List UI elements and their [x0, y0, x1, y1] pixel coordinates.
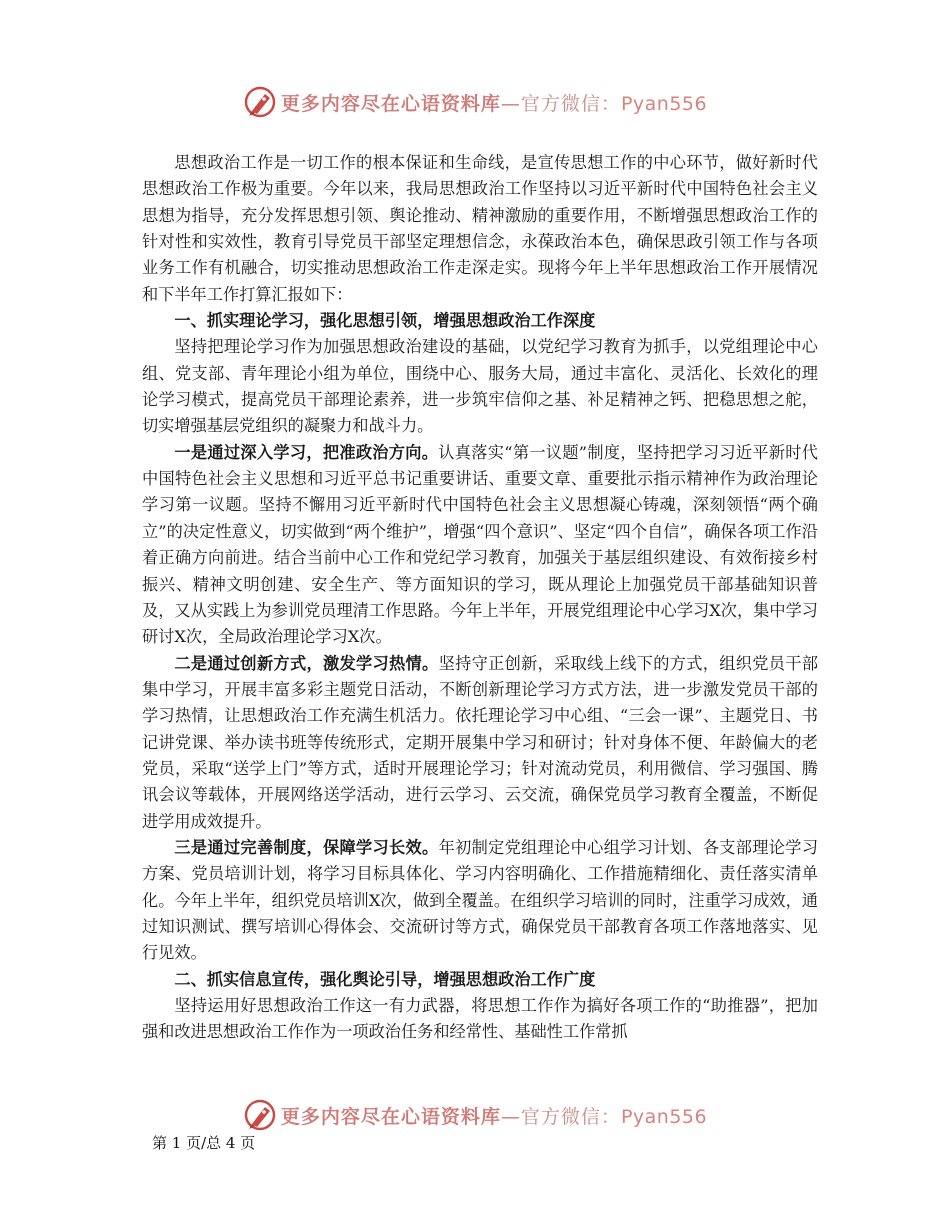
body-paragraph: 一是通过深入学习，把准政治方向。认真落实“第一议题”制度，坚持把学习习近平新时代中国特色社会主义思想和习近平总书记重要讲话、重要文章、重要批示指示精神作为政治理论学习第一议题。坚持不懈用习近平新时代中国特色社会主义思想凝心铸魂，深刻领悟“两个确立”的决定性意义，切实做到“两个维护”，增强“四个意识”、坚定“四个自信”，确保各项工作沿着正确方向前进。结合当前中心工作和党纪学习教育，加强关于基层组织建设、有效衔接乡村振兴、精神文明创建、安全生产、等方面知识的学习，既从理论上加强党员干部基础知识普及，又从实践上为参训党员理清工作思路。今年上半年，开展党组理论中心学习X次，集中学习研讨X次，全局政治理论学习X次。 — [142, 442, 818, 647]
pen-nib-logo-icon — [243, 1098, 277, 1132]
body-paragraph: 坚持运用好思想政治工作这一有力武器，将思想工作作为搞好各项工作的“助推器”，把加强和改进思想政治工作作为一项政治任务和经常性、基础性工作常抓 — [142, 996, 818, 1042]
page-number: 第 1 页/总 4 页 — [152, 1134, 256, 1152]
body-paragraph: 坚持把理论学习作为加强思想政治建设的基础，以党纪学习教育为抓手，以党组理论中心组、党支部、青年理论小组为单位，围绕中心、服务大局，通过丰富化、灵活化、长效化的理论学习模式，提高党员干部理论素养，进一步筑牢信仰之基、补足精神之钙、把稳思想之舵，切实增强基层党组织的凝聚力和战斗力。 — [142, 337, 818, 436]
header-banner — [0, 82, 950, 122]
body-paragraph: 三是通过完善制度，保障学习长效。年初制定党组理论中心组学习计划、各支部理论学习方案、党员培训计划，将学习目标具体化、学习内容明确化、工作措施精细化、责任落实清单化。今年上半年，组织党员培训X次，做到全覆盖。在组织学习培训的同时，注重学习成效，通过知识测试、撰写培训心得体会、交流研讨等方式，确保党员干部教育各项工作落地落实、见行见效。 — [142, 837, 819, 963]
banner-text: 更多内容尽在心语资料库—官方微信：Pyan556 — [280, 92, 708, 115]
document-body — [142, 150, 818, 1046]
body-paragraph: 二是通过创新方式，激发学习热情。坚持守正创新，采取线上线下的方式，组织党员干部集中学习，开展丰富多彩主题党日活动，不断创新理论学习方式方法，进一步激发党员干部的学习热情，让思想政治工作充满生机活力。依托理论学习中心组、“三会一课”、主题党日、书记讲党课、举办读书班等传统形式，定期开展集中学习和研讨；针对身体不便、年龄偏大的老党员，采取“送学上门”等方式，适时开展理论学习；针对流动党员，利用微信、学习强国、腾讯会议等载体，开展网络送学活动，进行云学习、云交流，确保党员学习教育全覆盖，不断促进学用成效提升。 — [142, 653, 819, 831]
section-heading-1: 一、抓实理论学习，强化思想引领，增强思想政治工作深度 — [174, 311, 596, 331]
banner-text: 更多内容尽在心语资料库—官方微信：Pyan556 — [280, 1105, 708, 1128]
paragraph-lead: 三是通过完善制度，保障学习长效。 — [174, 837, 439, 857]
section-heading-2: 二、抓实信息宣传，强化舆论引导，增强思想政治工作广度 — [174, 969, 596, 989]
paragraph-lead: 一是通过深入学习，把准政治方向。 — [174, 442, 439, 462]
paragraph-lead: 二是通过创新方式，激发学习热情。 — [174, 653, 439, 673]
footer-banner — [0, 1095, 950, 1135]
pen-nib-logo-icon — [243, 85, 277, 119]
intro-paragraph: 思想政治工作是一切工作的根本保证和生命线，是宣传思想工作的中心环节，做好新时代思想政治工作极为重要。今年以来，我局思想政治工作坚持以习近平新时代中国特色社会主义思想为指导，充分发挥思想引领、舆论推动、精神激励的重要作用，不断增强思想政治工作的针对性和实效性，教育引导党员干部坚定理想信念，永葆政治本色，确保思政引领工作与各项业务工作有机融合，切实推动思想政治工作走深走实。现将今年上半年思想政治工作开展情况和下半年工作打算汇报如下： — [142, 153, 818, 304]
